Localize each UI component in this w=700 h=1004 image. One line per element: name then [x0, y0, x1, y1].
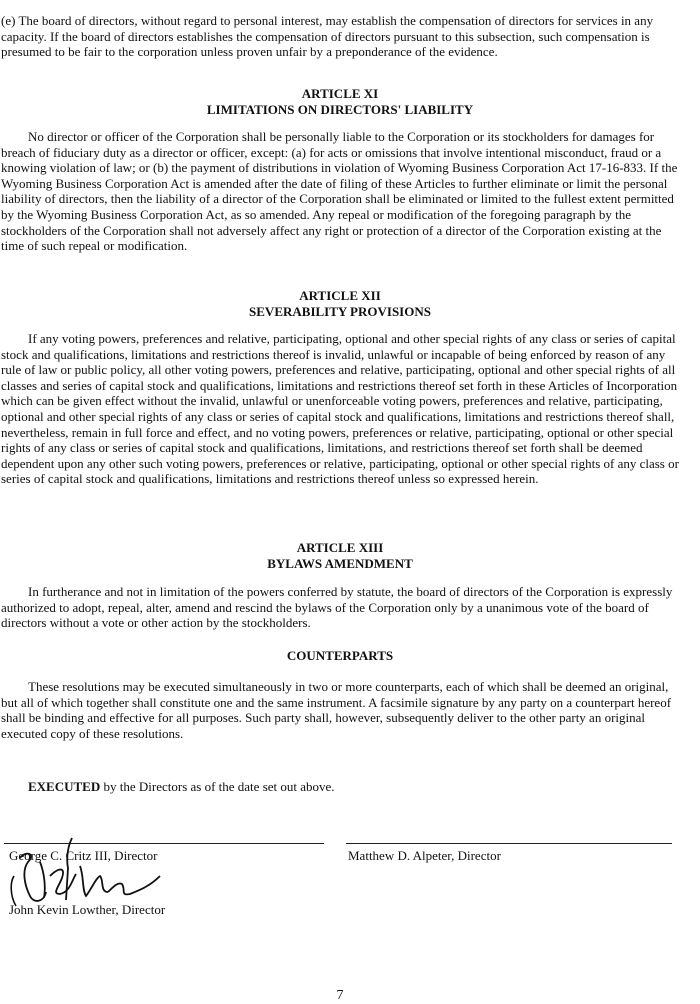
article-xii-body-text: If any voting powers, preferences and relative, participating, optional and other special rights of any class or series of capital stock and qualifications, limitations and restrictions thereof is invalid, unlawful or incapable of being enforced by reason of any rule of law or public policy, all other voting powers, preferences and relative, participating, optional and other special rights of all classes and series of capital stock and qualifications, limitations and restrictions thereof set forth in these Articles of Incorporation which can be given effect without the invalid, unlawful or unenforceable voting powers, preferences and relative, participating, optional and other special rights of any class or series of capital stock and qualifications, limitations and restrictions thereof shall, nevertheless, remain in full force and effect, and no voting powers, preferences or relative, participating, optional or other special rights of any class or series of capital stock and qualifications, limitations, and restrictions thereof set forth shall be deemed dependent upon any other such voting powers, preferences or relative, participating, optional or other special rights of any class or series of capital stock and qualifications, limitations and restrictions thereof unless so expressed herein.: [1, 331, 679, 487]
signature-name-left-top: George C. Critz III, Director: [9, 848, 158, 863]
counterparts-body-text: These resolutions may be executed simultaneously in two or more counterparts, each of which shall be deemed an original, but all of which together shall constitute one and the same instrument. A facsimile signature by any party on a counterpart hereof shall be binding and effective for all purposes. Such party shall, however, subsequently deliver to the other party an original executed copy of these resolutions.: [1, 679, 672, 741]
signature-line-right: [346, 843, 672, 844]
article-xiii-number: ARTICLE XIII: [296, 540, 384, 555]
article-xi-body: [1, 129, 681, 254]
article-xiii-title: BYLAWS AMENDMENT: [267, 556, 413, 571]
compensation-paragraph: [1, 13, 681, 60]
article-xiii-body: [1, 584, 681, 631]
counterparts-body: [1, 679, 681, 741]
article-xi-heading: [0, 86, 680, 118]
article-xiii-heading: [0, 540, 680, 572]
article-xiii-body-text: In furtherance and not in limitation of the powers conferred by statute, the board of directors of the Corporation is expressly authorized to adopt, repeal, alter, amend and rescind the bylaws of the Corporation only by a unanimous vote of the board of directors without a vote or other action by the stockholders.: [1, 584, 673, 631]
executed-rest: by the Directors as of the date set out above.: [100, 779, 335, 794]
signature-name-left-bottom: John Kevin Lowther, Director: [9, 902, 166, 917]
article-xii-body: [1, 331, 681, 487]
article-xii-title: SEVERABILITY PROVISIONS: [249, 304, 431, 319]
page-number: 7: [336, 988, 344, 1003]
article-xi-body-text: No director or officer of the Corporation shall be personally liable to the Corporation or its stockholders for damages for breach of fiduciary duty as a director or officer, except: (a) for acts or omissions that involve intentional misconduct, fraud or a knowing violation of law; or (b) the payment of distributions in violation of Wyoming Business Corporation Act 17-16-833. If the Wyoming Business Corporation Act is amended after the date of filing of these Articles to further eliminate or limit the personal liability of directors, then the liability of a director of the Corporation shall be eliminated or limited to the fullest extent permitted by the Wyoming Business Corporation Act, as so amended. Any repeal or modification of the foregoing paragraph by the stockholders of the Corporation shall not adversely affect any right or protection of a director of the Corporation existing at the time of such repeal or modification.: [1, 129, 678, 254]
compensation-paragraph-text: (e) The board of directors, without regard to personal interest, may establish the compensation of directors for services in any capacity. If the board of directors establishes the compensation of directors pursuant to this subsection, such compensation is presumed to be fair to the corporation unless proven unfair by a preponderance of the evidence.: [1, 13, 654, 60]
article-xii-number: ARTICLE XII: [299, 288, 381, 303]
article-xi-number: ARTICLE XI: [301, 86, 379, 101]
article-xii-heading: [0, 288, 680, 320]
article-xi-title: LIMITATIONS ON DIRECTORS' LIABILITY: [206, 102, 474, 117]
executed-bold-word: EXECUTED: [28, 779, 101, 794]
signature-name-right-top: Matthew D. Alpeter, Director: [348, 848, 501, 863]
counterparts-heading: [0, 648, 680, 664]
executed-statement: [1, 779, 681, 795]
counterparts-title: COUNTERPARTS: [286, 648, 394, 663]
